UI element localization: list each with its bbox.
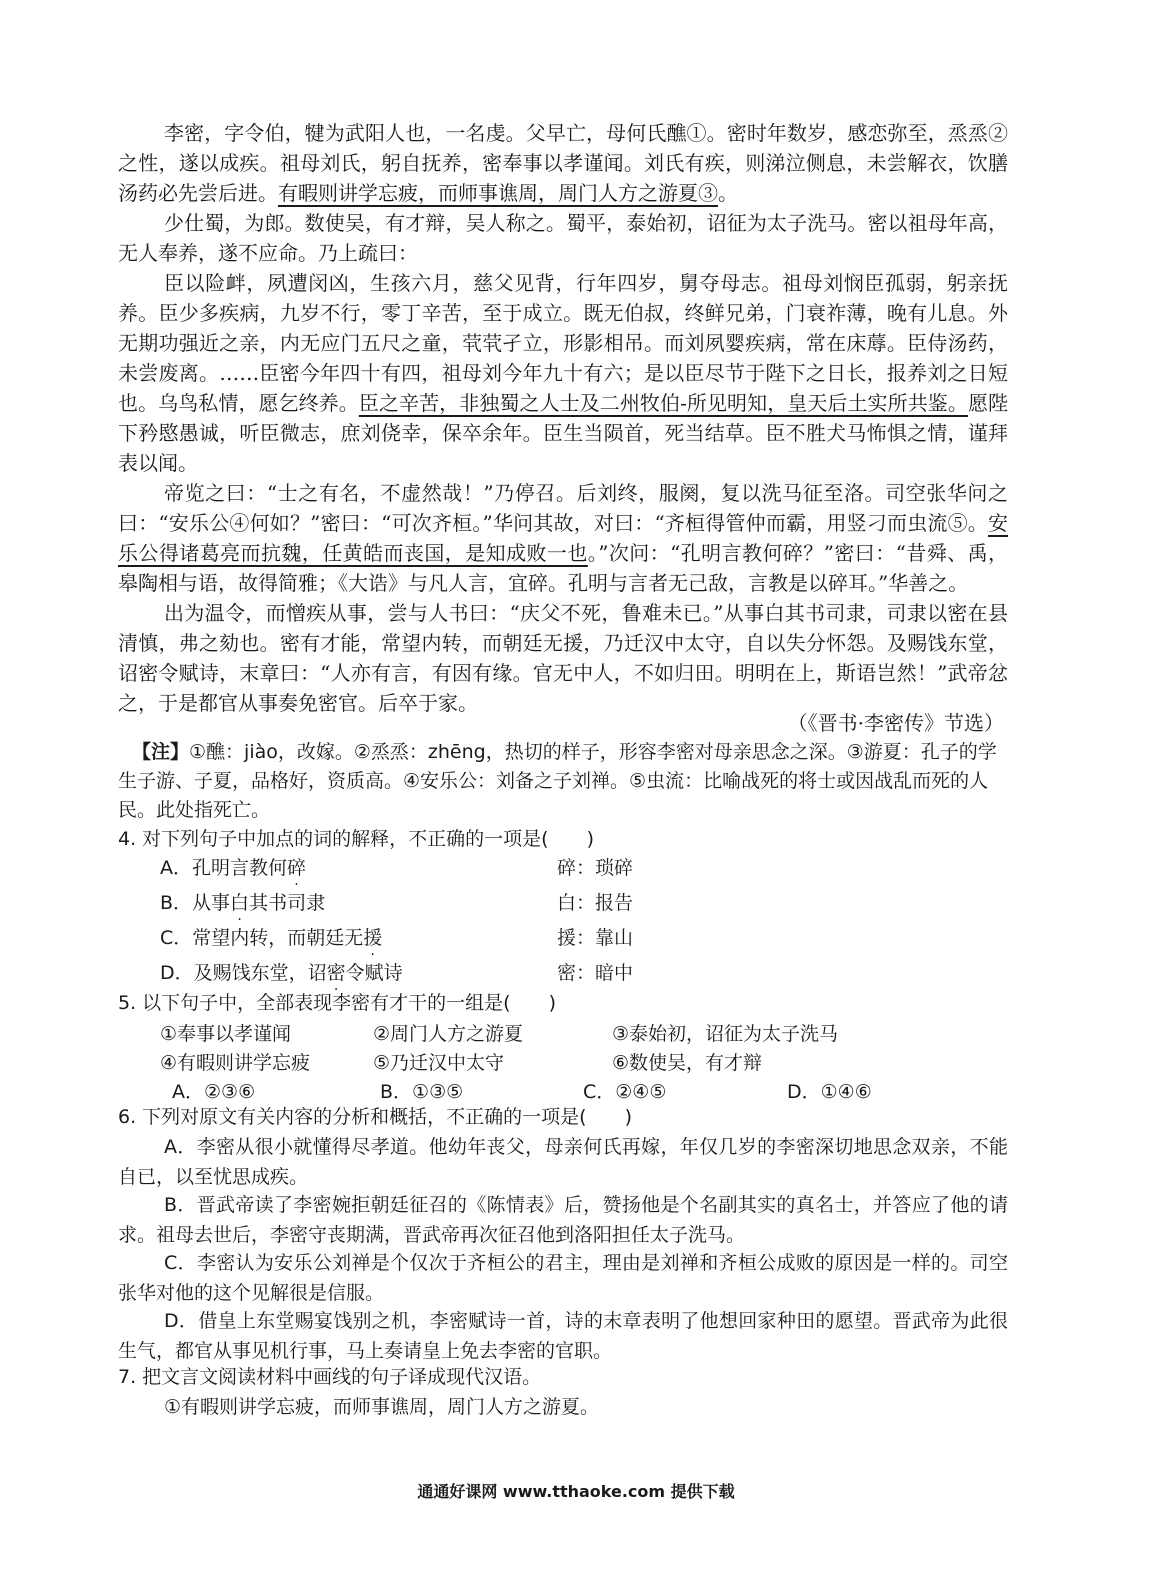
underlined-sentence-1: 有暇则讲学忘疲，而师事谯周，周门人方之游夏③ <box>278 181 718 205</box>
q6-option-d: D．借皇上东堂赐宴饯别之机，李密赋诗一首，诗的末章表明了他想回家种田的愿望。晋武帝为此很生气，都官从事见机行事，马上奏请皇上免去李密的官职。 <box>118 1310 1008 1362</box>
q4-option-c-gloss: 援：靠山 <box>557 927 634 949</box>
q4-option-c: C．常望内转，而朝廷无援 <box>160 927 383 949</box>
q4-option-d-gloss: 密：暗中 <box>557 962 634 984</box>
passage-paragraph-5: 出为温令，而憎疾从事，尝与人书曰：“庆父不死，鲁难未已。”从事白其书司隶，司隶以密在县清慎，弗之劾也。密有才能，常望内转，而朝廷无援，乃迁汉中太守，自以失分怀怨。及赐饯东堂，诏密令赋诗，末章曰：“人亦有言，有因有缘。官无中人，不如归田。明明在上，斯语岂然！”武帝忿之，于是都官从事奏免密官。后卒于家。 <box>118 601 1008 715</box>
q5-item-4: ④有暇则讲学忘疲 <box>160 1052 311 1074</box>
q5-choice-c: C．②④⑤ <box>583 1081 667 1103</box>
q4-option-a: A．孔明言教何碎 <box>160 857 307 879</box>
q7-sub-1: ①有暇则讲学忘疲，而师事谯周，周门人方之游夏。 <box>164 1396 600 1418</box>
underlined-sentence-2: 臣之辛苦，非独蜀之人士及二州牧伯-所见明知，皇天后土实所共鉴。 <box>358 391 968 415</box>
q5-choice-a: A．②③⑥ <box>172 1081 256 1103</box>
passage-paragraph-4: 帝览之曰：“士之有名，不虚然哉！”乃停召。后刘终，服阕，复以洗马征至洛。司空张华问之曰：“安乐公④何如？”密曰：“可次齐桓。”华问其故，对曰：“齐桓得管仲而霸，用竖刁而虫流⑤。安乐公得诸葛亮而抗魏，任黄皓而丧国，是知成败一也。”次问：“孔明言教何碎？”密曰：“昔舜、禹，皋陶相与语，故得简雅；《大诰》与凡人言，宜碎。孔明与言者无己敌，言教是以碎耳。”华善之。 <box>118 481 1008 595</box>
question-5-stem: 5. 以下句子中，全部表现李密有才干的一组是( ) <box>118 992 556 1014</box>
q5-item-5: ⑤乃迁汉中太守 <box>373 1052 505 1074</box>
q6-option-b: B．晋武帝读了李密婉拒朝廷征召的《陈情表》后，赞扬他是个名副其实的真名士，并答应了他的请求。祖母去世后，李密守丧期满，晋武帝再次征召他到洛阳担任太子洗马。 <box>118 1194 1008 1246</box>
annotation-note <box>118 738 1008 825</box>
q4-option-b-gloss: 白：报告 <box>557 892 634 914</box>
q4-option-b: B．从事白其书司隶 <box>160 892 326 914</box>
footer-watermark: 通通好课网 www.tthaoke.com 提供下载 <box>417 1482 735 1501</box>
q4-option-a-gloss: 碎：琐碎 <box>557 857 634 879</box>
q5-choice-b: B．①③⑤ <box>380 1081 464 1103</box>
passage-paragraph-1: 李密，字令伯，犍为武阳人也，一名虔。父早亡，母何氏醮①。密时年数岁，感恋弥至，烝烝②之性，遂以成疾。祖母刘氏，躬自抚养，密奉事以孝谨闻。刘氏有疾，则涕泣侧息，未尝解衣，饮膳汤药必先尝后进。有暇则讲学忘疲，而师事谯周，周门人方之游夏③。 <box>118 121 1008 205</box>
passage-paragraph-2: 少仕蜀，为郎。数使吴，有才辩，吴人称之。蜀平，泰始初，诏征为太子洗马。密以祖母年高，无人奉养，遂不应命。乃上疏曰： <box>118 211 1008 265</box>
q6-option-c: C．李密认为安乐公刘禅是个仅次于齐桓公的君主，理由是刘禅和齐桓公成败的原因是一样的。司空张华对他的这个见解很是信服。 <box>118 1252 1008 1304</box>
note-label: 【注】 <box>132 741 190 763</box>
q4-option-d: D．及赐饯东堂，诏密令赋诗 <box>160 962 403 984</box>
question-7-stem: 7. 把文言文阅读材料中画线的句子译成现代汉语。 <box>118 1366 542 1388</box>
q5-choice-d: D．①④⑥ <box>787 1081 872 1103</box>
q6-option-a: A．李密从很小就懂得尽孝道。他幼年丧父，母亲何氏再嫁，年仅几岁的李密深切地思念双亲，不能自已，以至忧思成疾。 <box>118 1136 1008 1188</box>
question-4-stem: 4. 对下列句子中加点的词的解释，不正确的一项是( ) <box>118 828 594 850</box>
q5-item-3: ③泰始初，诏征为太子洗马 <box>612 1023 839 1045</box>
passage-paragraph-3: 臣以险衅，夙遭闵凶，生孩六月，慈父见背，行年四岁，舅夺母志。祖母刘悯臣孤弱，躬亲抚养。臣少多疾病，九岁不行，零丁辛苦，至于成立。既无伯叔，终鲜兄弟，门衰祚薄，晚有儿息。外无期功强近之亲，内无应门五尺之童，茕茕孑立，形影相吊。而刘夙婴疾病，常在床蓐。臣侍汤药，未尝废离。……臣密今年四十有四，祖母刘今年九十有六；是以臣尽节于陛下之日长，报养刘之日短也。乌鸟私情，愿乞终养。臣之辛苦，非独蜀之人士及二州牧伯-所见明知，皇天后土实所共鉴。愿陛下矜愍愚诚，听臣微志，庶刘侥幸，保卒余年。臣生当陨首，死当结草。臣不胜犬马怖惧之情，谨拜表以闻。 <box>118 271 1009 475</box>
passage-source: （《晋书·李密传》节选） <box>787 711 1004 735</box>
question-6-stem: 6. 下列对原文有关内容的分析和概括，不正确的一项是( ) <box>118 1106 632 1128</box>
underlined-sentence-3: 安乐公得诸葛亮而抗魏，任黄皓而丧国，是知成败一也 <box>118 511 1008 565</box>
q5-item-6: ⑥数使吴，有才辩 <box>612 1052 763 1074</box>
note-text: ①醮：jiào，改嫁。②烝烝：zhēng，热切的样子，形容李密对母亲思念之深。③游夏：孔子的学生子游、子夏，品格好，资质高。④安乐公：刘备之子刘禅。⑤虫流：比喻战死的将士或因战乱而死的人民。此处指死亡。 <box>118 741 997 821</box>
q5-item-2: ②周门人方之游夏 <box>373 1023 524 1045</box>
q5-item-1: ①奉事以孝谨闻 <box>160 1023 292 1045</box>
